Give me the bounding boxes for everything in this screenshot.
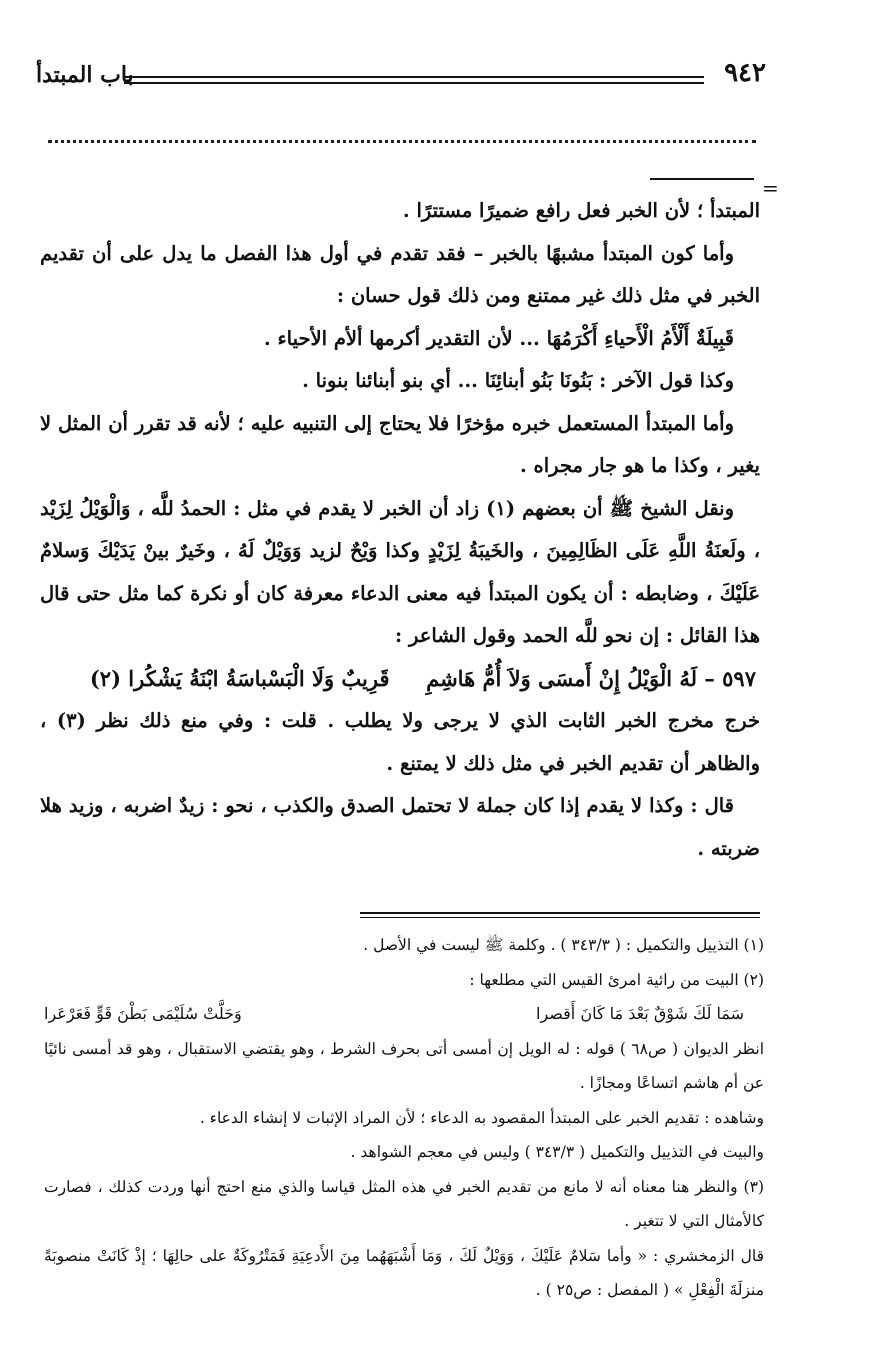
continuation-mark: = [762, 176, 779, 200]
footnote-2: (٢) البيت من رائية امرئ القيس التي مطلعها : [469, 970, 764, 989]
dotted-divider [48, 140, 756, 143]
footnote-2-source: والبيت في التذييل والتكميل ( ٣٤٣/٣ ) وليس في معجم الشواهد . [350, 1143, 764, 1161]
footnote-1: (١) التذييل والتكميل : ( ٣٤٣/٣ ) . وكلمة ﷺ ليست في الأصل . [363, 936, 764, 954]
chapter-title: باب المبتدأ [36, 62, 134, 88]
footnote-2-verse [44, 997, 764, 1032]
footnote-3: (٣) والنظر هنا معناه أنه لا مانع من تقديم الخبر في هذه المثل قياسا والذي منع احتج أنها وردت كذلك ، فصارت كالأمثال التي لا تتغير . [44, 1177, 764, 1230]
footnote-rule-second [360, 917, 760, 918]
paragraph-8: قال : وكذا لا يقدم إذا كان جملة لا تحتمل الصدق والكذب ، نحو : زيدٌ اضربه ، وزيد هلا ضربته . [40, 794, 760, 860]
paragraph-6: ونقل الشيخ ﷺ أن بعضهم (١) زاد أن الخبر لا يقدم في مثل : الحمدُ للَّه ، وَالْوَيْلُ لِزَيْد ، ولَعنَةُ اللَّهِ عَلَى الظَالِمِينَ ، والخَيبَةُ لِزَيْدٍ وكذا وَيْحٌ لزيد وَوَيْلٌ لَهُ ، وخَيرٌ بينْ يَدَيْكَ وَسلامٌ عَلَيْكَ ، وضابطه : أن يكون المبتدأ فيه معنى الدعاء معرفة كان أو نكرة كما مثل حتى قال هذا القائل : إن نحو للَّه الحمد وقول الشاعر : [40, 496, 760, 647]
main-text [40, 190, 760, 870]
header-rule-second [124, 82, 704, 84]
footnote-3-quote: قال الزمخشري : « وأما سَلامٌ عَلَيْكَ ، وَوَيْلٌ لَكَ ، وَمَا أَشْبَهَهُما مِنَ الأَدعِيَةِ فَمَتْرُوكَةٌ على حالِهَا ؛ إذْ كَانَتْ منصوبَةً منزلَةَ الْفِعْلِ » ( المفصل : ص٢٥ ) . [44, 1246, 764, 1299]
page-number: ٩٤٢ [724, 58, 766, 88]
footnote-verse-first: سَمَا لَكَ شَوْقٌ بَعْدَ مَا كَانَ أَقصرا [536, 1004, 744, 1023]
paragraph-5: وأما المبتدأ المستعمل خبره مؤخرًا فلا يحتاج إلى التنبيه عليه ؛ لأنه قد تقرر أن المثل لا يغير ، وكذا ما هو جار مجراه . [40, 411, 760, 477]
verse-second-hemistich: قَرِيبٌ وَلَا الْبَسْباسَةُ ابْنَةُ يَشْكُرا (٢) [89, 665, 390, 691]
paragraph-7: خرج مخرج الخبر الثابت الذي لا يرجى ولا يطلب . قلت : وفي منع ذلك نظر (٣) ، والظاهر أن تقديم الخبر في مثل ذلك لا يمتنع . [40, 709, 760, 775]
paragraph-2: وأما كون المبتدأ مشبهًا بالخبر – فقد تقدم في أول هذا الفصل ما يدل على أن تقديم الخبر في مثل ذلك غير ممتنع ومن ذلك قول حسان : [40, 241, 760, 307]
continuation-rule [650, 178, 754, 180]
footnote-2-body: انظر الديوان ( ص٦٨ ) قوله : له الويل إن أمسى أتى بحرف الشرط ، وهو يقتضي الاستقبال ، وهو قد أمسى نائيًا عن أم هاشم اتساعًا ومجازًا . [44, 1039, 764, 1092]
footnotes [44, 928, 764, 1308]
verse-597 [40, 658, 760, 701]
paragraph-4: وكذا قول الآخر : بَنُونَا بَنُو أبنائِنَا ... أي بنو أبنائنا بنونا . [302, 369, 734, 392]
page-header [36, 60, 766, 94]
footnote-rule [360, 912, 760, 914]
paragraph-3: قَبِيلَةٌ أَلْأَمُ الْأَحياءِ أَكْرَمُهَا ... لأن التقدير أكرمها ألأم الأحياء . [263, 326, 734, 350]
verse-first-hemistich: لَهُ الْوَيْلُ إِنْ أَمسَى وَلاَ أُمُّ هَاشِمِ [426, 665, 698, 691]
footnote-2-evidence: وشاهده : تقديم الخبر على المبتدأ المقصود به الدعاء ؛ لأن المراد الإثبات لا إنشاء الدعاء . [199, 1108, 764, 1127]
header-rule [124, 76, 704, 78]
verse-number: ٥٩٧ – [704, 665, 756, 691]
paragraph-1: المبتدأ ؛ لأن الخبر فعل رافع ضميرًا مستترًا . [402, 199, 760, 222]
footnote-verse-second: وَحَلَّتْ سُلَيْمَى بَطْنَ قَوٍّ فَعَرْعَرا [44, 1004, 242, 1023]
